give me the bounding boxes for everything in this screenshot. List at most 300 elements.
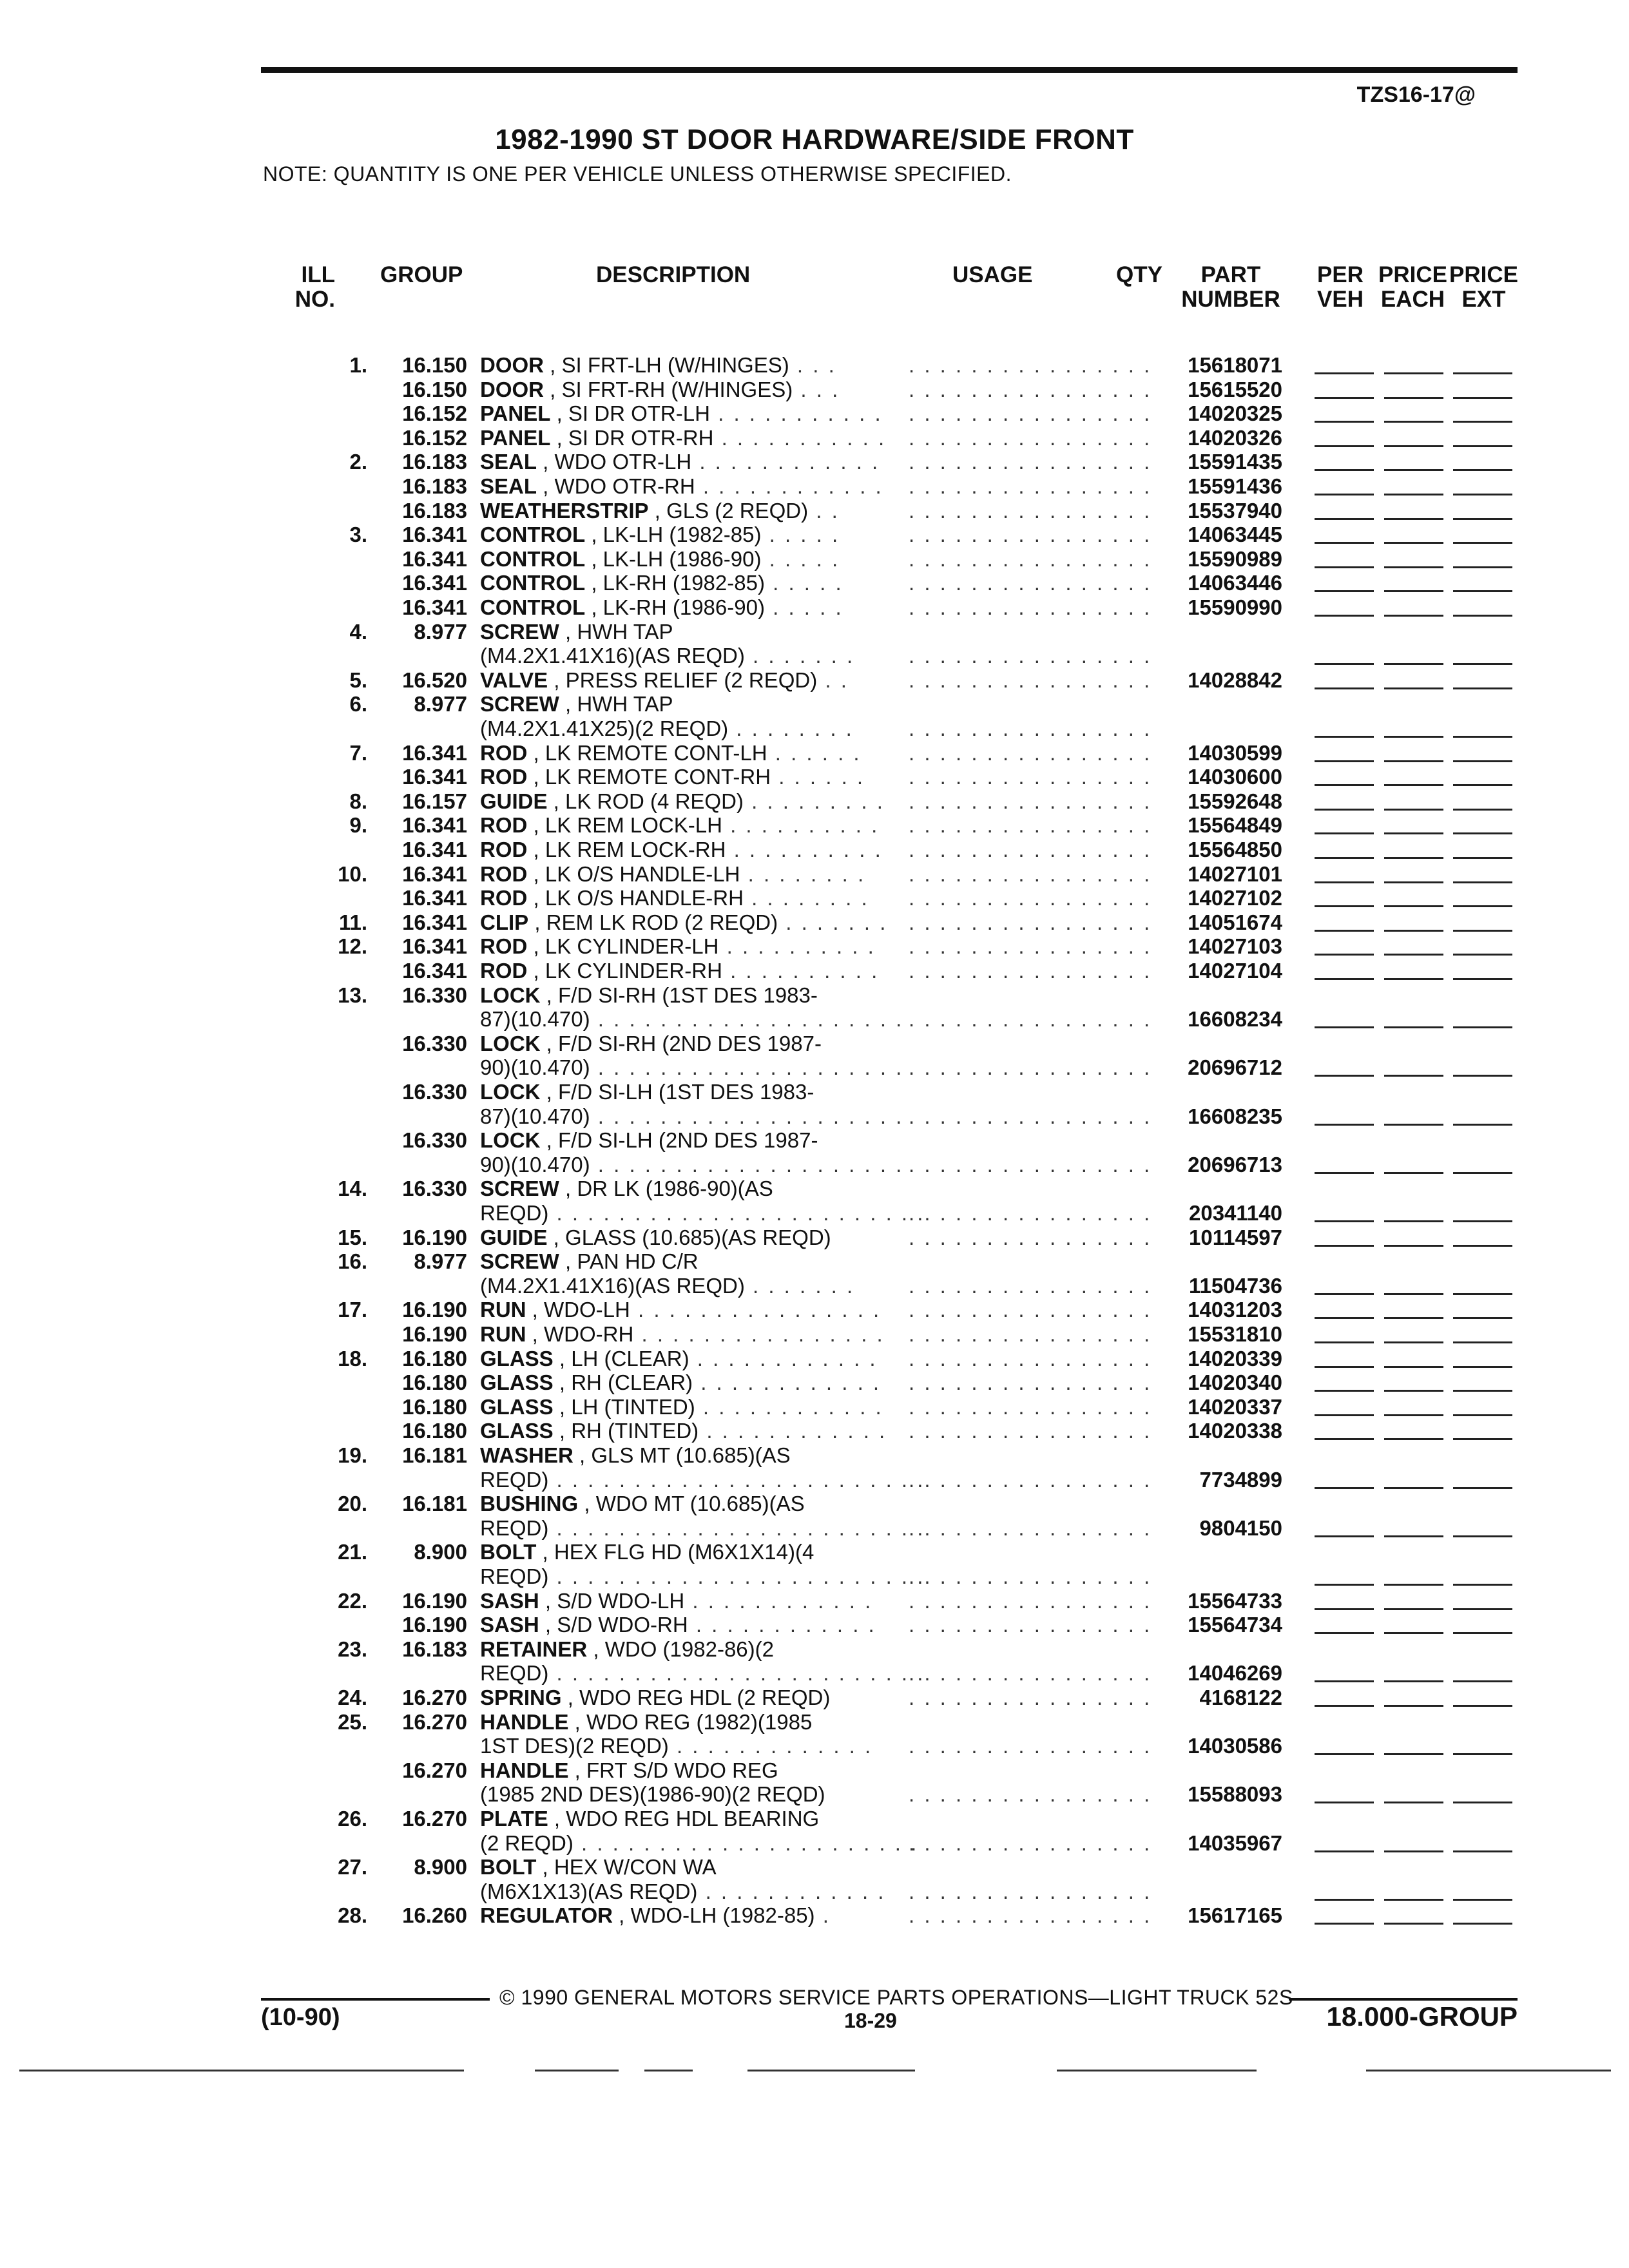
price-each-blank[interactable] (1384, 954, 1443, 956)
per-veh-blank[interactable] (1315, 1293, 1374, 1295)
price-each-blank[interactable] (1384, 881, 1443, 883)
price-each-blank[interactable] (1384, 1245, 1443, 1247)
price-ext-blank[interactable] (1453, 687, 1512, 689)
description (480, 1032, 880, 1056)
per-veh-blank[interactable] (1315, 1172, 1374, 1174)
per-veh-blank[interactable] (1315, 1680, 1374, 1682)
usage-leader: . . . . . . . . . . . . . . . . (909, 595, 1152, 619)
price-each-blank[interactable] (1384, 1802, 1443, 1803)
group-number: 16.341 (402, 959, 467, 983)
per-veh-blank[interactable] (1315, 905, 1374, 907)
document-code: TZS16-17@ (1356, 82, 1476, 107)
ill-number: 16. (338, 1249, 367, 1274)
price-each-blank[interactable] (1384, 1414, 1443, 1416)
usage-leader: . . . . . . . . . . . . . . . . (909, 1104, 1152, 1128)
price-each-blank[interactable] (1384, 760, 1443, 762)
row-line (0, 692, 1629, 716)
ill-number: 6. (349, 692, 367, 716)
price-each-blank[interactable] (1384, 566, 1443, 568)
per-veh-blank[interactable] (1315, 1850, 1374, 1852)
usage-leader: . . . . . . . . . . . . . . . . (909, 425, 1152, 450)
price-each-blank[interactable] (1384, 978, 1443, 980)
leader-dots: . . . . . . . (778, 910, 888, 934)
per-veh-blank[interactable] (1315, 881, 1374, 883)
price-each-blank[interactable] (1384, 445, 1443, 447)
per-veh-blank[interactable] (1315, 1487, 1374, 1489)
group-number: 8.977 (414, 692, 467, 716)
price-ext-blank[interactable] (1453, 1753, 1512, 1755)
price-each-blank[interactable] (1384, 1220, 1443, 1222)
price-each-blank[interactable] (1384, 542, 1443, 544)
group-number: 16.341 (402, 886, 467, 910)
group-number: 16.341 (402, 910, 467, 934)
row-line (0, 1201, 1629, 1225)
table-row (0, 426, 1629, 450)
per-veh-blank[interactable] (1315, 494, 1374, 495)
description (480, 1613, 880, 1637)
price-each-blank[interactable] (1384, 1608, 1443, 1610)
usage-leader: . . . . . . . . . . . . . . . . (909, 740, 1152, 765)
per-veh-blank[interactable] (1315, 615, 1374, 617)
price-ext-blank[interactable] (1453, 1390, 1512, 1392)
part-number: 15617165 (1188, 1903, 1282, 1928)
row-line (0, 1443, 1629, 1468)
price-ext-blank[interactable] (1453, 1680, 1512, 1682)
per-veh-blank[interactable] (1315, 832, 1374, 834)
part-number: 14035967 (1188, 1831, 1282, 1855)
part-number: 16608234 (1188, 1007, 1282, 1032)
per-veh-blank[interactable] (1315, 930, 1374, 932)
row-line (0, 934, 1629, 959)
price-each-blank[interactable] (1384, 905, 1443, 907)
price-each-blank[interactable] (1384, 1850, 1443, 1852)
price-ext-blank[interactable] (1453, 1245, 1512, 1247)
row-line (0, 1855, 1629, 1879)
price-ext-blank[interactable] (1453, 930, 1512, 932)
part-number: 7734899 (1199, 1467, 1282, 1492)
per-veh-blank[interactable] (1315, 1220, 1374, 1222)
row-line (0, 523, 1629, 547)
column-header-ill-no: ILL NO. (294, 262, 335, 312)
price-each-blank[interactable] (1384, 1317, 1443, 1319)
part-name: BOLT (480, 1855, 537, 1879)
group-number: 16.190 (402, 1322, 467, 1346)
price-ext-blank[interactable] (1453, 1438, 1512, 1440)
description-text: REQD) (480, 1515, 549, 1540)
group-number: 16.341 (402, 595, 467, 619)
row-line (0, 1225, 1629, 1250)
per-veh-blank[interactable] (1315, 663, 1374, 665)
price-ext-blank[interactable] (1453, 542, 1512, 544)
row-line (0, 1177, 1629, 1201)
price-each-blank[interactable] (1384, 736, 1443, 738)
description (480, 1177, 880, 1201)
per-veh-blank[interactable] (1315, 1923, 1374, 1925)
row-line (0, 1903, 1629, 1928)
price-each-blank[interactable] (1384, 1341, 1443, 1343)
price-each-blank[interactable] (1384, 372, 1443, 374)
price-each-blank[interactable] (1384, 615, 1443, 617)
price-ext-blank[interactable] (1453, 784, 1512, 786)
per-veh-blank[interactable] (1315, 1245, 1374, 1247)
price-ext-blank[interactable] (1453, 1317, 1512, 1319)
price-each-blank[interactable] (1384, 1366, 1443, 1368)
table-row (0, 1249, 1629, 1298)
per-veh-blank[interactable] (1315, 397, 1374, 399)
leader-dots: . . . . . . (771, 765, 865, 789)
leader-dots: . . . . . (764, 595, 843, 619)
per-veh-blank[interactable] (1315, 1075, 1374, 1077)
price-ext-blank[interactable] (1453, 663, 1512, 665)
price-ext-blank[interactable] (1453, 397, 1512, 399)
price-ext-blank[interactable] (1453, 1172, 1512, 1174)
description-text: , WDO OTR-LH (537, 450, 692, 474)
description-text: (M4.2X1.41X16)(AS REQD) (480, 644, 745, 668)
per-veh-blank[interactable] (1315, 566, 1374, 568)
part-name: CLIP (480, 910, 529, 934)
column-header-description: DESCRIPTION (596, 262, 751, 287)
description-text: , HEX FLG HD (M6X1X14)(4 (536, 1540, 815, 1564)
description-text: (M6X1X13)(AS REQD) (480, 1879, 698, 1903)
per-veh-blank[interactable] (1315, 1584, 1374, 1586)
per-veh-blank[interactable] (1315, 445, 1374, 447)
table-row (0, 862, 1629, 887)
price-ext-blank[interactable] (1453, 1026, 1512, 1028)
leader-dots: . . . . . . . . . . . . (695, 474, 883, 498)
part-name: WEATHERSTRIP (480, 498, 649, 523)
price-ext-blank[interactable] (1453, 566, 1512, 568)
description-text: 90)(10.470) (480, 1152, 590, 1177)
usage-leader: . . . . . . . . . . . . . . . . (909, 1152, 1152, 1177)
group-number: 16.341 (402, 571, 467, 595)
per-veh-blank[interactable] (1315, 1414, 1374, 1416)
description-text: (2 REQD) (480, 1831, 574, 1855)
leader-dots: . . . . . . . (744, 1273, 855, 1298)
per-veh-blank[interactable] (1315, 857, 1374, 859)
usage-leader: . . . . . . . . . . . . . . . . (909, 1055, 1152, 1080)
table-row (0, 1758, 1629, 1807)
price-ext-blank[interactable] (1453, 736, 1512, 738)
row-line (0, 499, 1629, 523)
price-each-blank[interactable] (1384, 1487, 1443, 1489)
price-each-blank[interactable] (1384, 1680, 1443, 1682)
footer-copyright: © 1990 GENERAL MOTORS SERVICE PARTS OPERATIONS—LIGHT TRUCK 52S (499, 1986, 1293, 2009)
price-each-blank[interactable] (1384, 1535, 1443, 1537)
per-veh-blank[interactable] (1315, 1632, 1374, 1634)
ill-number: 8. (349, 789, 367, 813)
price-ext-blank[interactable] (1453, 978, 1512, 980)
part-name: ROD (480, 838, 528, 861)
per-veh-blank[interactable] (1315, 542, 1374, 544)
price-each-blank[interactable] (1384, 857, 1443, 859)
per-veh-blank[interactable] (1315, 784, 1374, 786)
per-veh-blank[interactable] (1315, 469, 1374, 471)
description-text: , F/D SI-RH (1ST DES 1983- (540, 983, 818, 1007)
part-name: ROD (480, 740, 528, 765)
description-text: , LK CYLINDER-LH (527, 934, 719, 959)
description-text: 90)(10.470) (480, 1055, 590, 1080)
part-number: 14027102 (1188, 886, 1282, 910)
table-row (0, 741, 1629, 765)
description-text: , WDO REG (1982)(1985 (568, 1709, 813, 1734)
description-text: , LK ROD (4 REQD) (547, 789, 744, 813)
description (480, 1443, 880, 1468)
part-name: VALVE (480, 668, 548, 692)
price-each-blank[interactable] (1384, 687, 1443, 689)
row-line (0, 716, 1629, 741)
price-ext-blank[interactable] (1453, 1366, 1512, 1368)
price-ext-blank[interactable] (1453, 615, 1512, 617)
usage-leader: . . . . . . . . . . . . . . . . (909, 789, 1152, 813)
price-ext-blank[interactable] (1453, 494, 1512, 495)
price-ext-blank[interactable] (1453, 1293, 1512, 1295)
price-ext-blank[interactable] (1453, 372, 1512, 374)
price-each-blank[interactable] (1384, 930, 1443, 932)
price-each-blank[interactable] (1384, 1753, 1443, 1755)
price-ext-blank[interactable] (1453, 1923, 1512, 1925)
price-each-blank[interactable] (1384, 1438, 1443, 1440)
price-each-blank[interactable] (1384, 1923, 1443, 1925)
per-veh-blank[interactable] (1315, 978, 1374, 980)
part-name: SASH (480, 1588, 539, 1613)
part-name: CONTROL (480, 571, 586, 595)
price-ext-blank[interactable] (1453, 954, 1512, 956)
table-row (0, 595, 1629, 620)
per-veh-blank[interactable] (1315, 1802, 1374, 1803)
table-row (0, 1370, 1629, 1395)
per-veh-blank[interactable] (1315, 760, 1374, 762)
price-ext-blank[interactable] (1453, 881, 1512, 883)
description (480, 1903, 880, 1928)
part-name: SCREW (480, 1177, 559, 1201)
part-name: GLASS (480, 1419, 554, 1443)
usage-leader: . . . . . . . . . . . . . . . . (909, 959, 1152, 983)
per-veh-blank[interactable] (1315, 1341, 1374, 1343)
price-ext-blank[interactable] (1453, 469, 1512, 471)
group-number: 16.341 (402, 523, 467, 547)
usage-leader: . . . . . . . . . . . . . . . . (909, 1661, 1152, 1686)
price-each-blank[interactable] (1384, 1124, 1443, 1126)
per-veh-blank[interactable] (1315, 372, 1374, 374)
part-name: GLASS (480, 1370, 554, 1395)
column-header-price-ext: PRICE EXT (1449, 262, 1518, 312)
usage-leader: . . . . . . . . . . . . . . . . (909, 1515, 1152, 1540)
description (480, 1007, 904, 1032)
group-number: 16.330 (402, 983, 467, 1007)
price-ext-blank[interactable] (1453, 1608, 1512, 1610)
group-number: 16.260 (402, 1903, 467, 1928)
price-ext-blank[interactable] (1453, 1705, 1512, 1707)
per-veh-blank[interactable] (1315, 590, 1374, 592)
row-line (0, 789, 1629, 814)
part-number: 14031203 (1188, 1298, 1282, 1322)
price-ext-blank[interactable] (1453, 1220, 1512, 1222)
part-number: 15591436 (1188, 474, 1282, 498)
row-line (0, 1080, 1629, 1104)
row-line (0, 620, 1629, 644)
price-each-blank[interactable] (1384, 518, 1443, 520)
price-each-blank[interactable] (1384, 469, 1443, 471)
description-text: , GLS MT (10.685)(AS (573, 1443, 791, 1467)
price-each-blank[interactable] (1384, 1632, 1443, 1634)
price-ext-blank[interactable] (1453, 1414, 1512, 1416)
price-ext-blank[interactable] (1453, 590, 1512, 592)
description-text: , PRESS RELIEF (2 REQD) (548, 668, 818, 692)
price-each-blank[interactable] (1384, 1172, 1443, 1174)
price-ext-blank[interactable] (1453, 421, 1512, 423)
price-each-blank[interactable] (1384, 809, 1443, 811)
per-veh-blank[interactable] (1315, 736, 1374, 738)
price-ext-blank[interactable] (1453, 809, 1512, 811)
per-veh-blank[interactable] (1315, 518, 1374, 520)
per-veh-blank[interactable] (1315, 1535, 1374, 1537)
table-row (0, 1637, 1629, 1686)
price-each-blank[interactable] (1384, 663, 1443, 665)
description (480, 644, 880, 668)
leader-dots: . . . (793, 377, 840, 401)
description-text: (M4.2X1.41X16)(AS REQD) (480, 1273, 745, 1298)
bottom-rule-segment (747, 2070, 915, 2071)
usage-leader: . . . . . . . . . . . . . . . . (909, 644, 1152, 668)
per-veh-blank[interactable] (1315, 1366, 1374, 1368)
per-veh-blank[interactable] (1315, 421, 1374, 423)
part-name: LOCK (480, 1031, 541, 1055)
price-each-blank[interactable] (1384, 1026, 1443, 1028)
price-each-blank[interactable] (1384, 1705, 1443, 1707)
description-text: , LK-RH (1982-85) (585, 571, 765, 595)
per-veh-blank[interactable] (1315, 809, 1374, 811)
description-text: REQD) (480, 1564, 549, 1588)
ill-number: 27. (338, 1855, 367, 1879)
usage-leader: . . . . . . . . . . . . . . . . (909, 1613, 1152, 1637)
price-each-blank[interactable] (1384, 1899, 1443, 1901)
price-each-blank[interactable] (1384, 1584, 1443, 1586)
part-name: BUSHING (480, 1492, 579, 1516)
usage-leader: . . . . . . . . . . . . . . . . (909, 1879, 1152, 1903)
group-number: 16.180 (402, 1370, 467, 1395)
per-veh-blank[interactable] (1315, 1753, 1374, 1755)
price-ext-blank[interactable] (1453, 857, 1512, 859)
price-each-blank[interactable] (1384, 397, 1443, 399)
price-ext-blank[interactable] (1453, 445, 1512, 447)
price-ext-blank[interactable] (1453, 1341, 1512, 1343)
table-row (0, 1419, 1629, 1443)
price-each-blank[interactable] (1384, 590, 1443, 592)
price-ext-blank[interactable] (1453, 1802, 1512, 1803)
description (480, 1831, 919, 1856)
description (480, 692, 880, 716)
per-veh-blank[interactable] (1315, 1438, 1374, 1440)
price-each-blank[interactable] (1384, 421, 1443, 423)
description (480, 934, 880, 959)
row-line (0, 1589, 1629, 1613)
description-text: , LK CYLINDER-RH (527, 959, 722, 983)
part-number: 20696712 (1188, 1055, 1282, 1080)
group-number: 16.341 (402, 546, 467, 571)
bottom-rule-segment (644, 2070, 693, 2071)
table-row (0, 789, 1629, 814)
usage-leader: . . . . . . . . . . . . . . . . (909, 1225, 1152, 1249)
price-ext-blank[interactable] (1453, 1535, 1512, 1537)
price-each-blank[interactable] (1384, 784, 1443, 786)
table-row (0, 1613, 1629, 1637)
description (480, 1274, 880, 1298)
group-number: 16.341 (402, 934, 467, 959)
per-veh-blank[interactable] (1315, 1317, 1374, 1319)
usage-leader: . . . . . . . . . . . . . . . . (909, 1007, 1152, 1032)
usage-leader: . . . . . . . . . . . . . . . . (909, 474, 1152, 498)
part-number: 15588093 (1188, 1782, 1282, 1807)
leader-dots: . . . . . . . . . . . . . . . . . . . . . . . . (548, 1564, 925, 1588)
price-each-blank[interactable] (1384, 832, 1443, 834)
price-ext-blank[interactable] (1453, 1899, 1512, 1901)
column-header-per-veh: PER VEH (1317, 262, 1364, 312)
price-each-blank[interactable] (1384, 1293, 1443, 1295)
per-veh-blank[interactable] (1315, 1705, 1374, 1707)
price-each-blank[interactable] (1384, 1390, 1443, 1392)
group-number: 16.152 (402, 425, 467, 450)
per-veh-blank[interactable] (1315, 954, 1374, 956)
ill-number: 9. (349, 813, 367, 838)
usage-leader: . . . . . . . . . . . . . . . . (909, 1394, 1152, 1419)
description (480, 1347, 880, 1371)
part-name: HANDLE (480, 1709, 569, 1734)
price-ext-blank[interactable] (1453, 1124, 1512, 1126)
price-ext-blank[interactable] (1453, 832, 1512, 834)
per-veh-blank[interactable] (1315, 1608, 1374, 1610)
table-row (0, 1903, 1629, 1928)
part-number: 16608235 (1188, 1104, 1282, 1128)
part-number: 15618071 (1188, 353, 1282, 377)
price-ext-blank[interactable] (1453, 1850, 1512, 1852)
description (480, 668, 880, 693)
part-number: 15590990 (1188, 595, 1282, 619)
group-number: 16.190 (402, 1588, 467, 1613)
price-ext-blank[interactable] (1453, 518, 1512, 520)
part-name: ROD (480, 934, 528, 959)
price-ext-blank[interactable] (1453, 760, 1512, 762)
price-ext-blank[interactable] (1453, 905, 1512, 907)
per-veh-blank[interactable] (1315, 1124, 1374, 1126)
row-line (0, 1686, 1629, 1710)
ill-number: 13. (338, 983, 367, 1007)
part-number: 11504736 (1188, 1273, 1282, 1298)
price-ext-blank[interactable] (1453, 1584, 1512, 1586)
part-number: 15537940 (1188, 498, 1282, 523)
table-row (0, 1686, 1629, 1710)
part-number: 15531810 (1188, 1322, 1282, 1346)
per-veh-blank[interactable] (1315, 1899, 1374, 1901)
description-text: , GLS (2 REQD) (648, 498, 809, 523)
group-number: 16.183 (402, 498, 467, 523)
per-veh-blank[interactable] (1315, 1390, 1374, 1392)
part-name: SEAL (480, 474, 537, 498)
per-veh-blank[interactable] (1315, 687, 1374, 689)
row-line (0, 1419, 1629, 1443)
price-ext-blank[interactable] (1453, 1075, 1512, 1077)
table-row (0, 1177, 1629, 1225)
per-veh-blank[interactable] (1315, 1026, 1374, 1028)
description (480, 1128, 880, 1153)
price-ext-blank[interactable] (1453, 1632, 1512, 1634)
row-line (0, 1758, 1629, 1783)
description (480, 571, 880, 595)
price-ext-blank[interactable] (1453, 1487, 1512, 1489)
price-each-blank[interactable] (1384, 1075, 1443, 1077)
price-each-blank[interactable] (1384, 494, 1443, 495)
description (480, 813, 880, 838)
footer-group-code: 18.000-GROUP (1326, 2001, 1518, 2032)
